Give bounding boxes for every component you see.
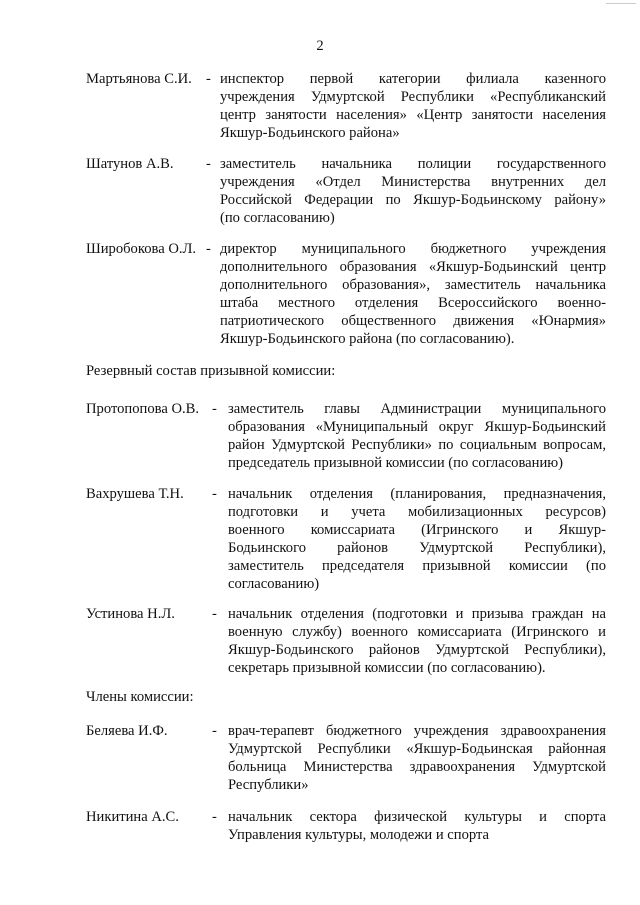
member-name: Протопопова О.В. [86, 401, 200, 417]
member-name: Никитина А.С. [86, 809, 179, 825]
member-dash: - [206, 71, 211, 87]
position-line: район Удмуртской Республики» по социальным вопросам, [228, 437, 606, 453]
member-dash: - [212, 606, 217, 622]
member-dash: - [212, 401, 217, 417]
position-line: Российской Федерации по Якшур-Бодьинскому району» [220, 192, 606, 208]
position-line: Якшур-Бодьинского районов Удмуртской Республики), [228, 642, 606, 658]
position-line: Якшур-Бодьинского района» [220, 125, 400, 141]
position-line: согласованию) [228, 576, 320, 592]
position-line: председатель призывной комиссии (по согласованию) [228, 455, 564, 471]
member-dash: - [206, 241, 211, 257]
member-name: Широбокова О.Л. [86, 241, 197, 257]
position-line: дополнительного образования», заместитель начальника [220, 277, 606, 293]
member-name: Вахрушева Т.Н. [86, 486, 184, 502]
member-position [228, 400, 606, 472]
member-position [220, 70, 606, 142]
scan-mark [606, 3, 636, 4]
position-line: военного комиссариата (Игринского и Якшур- [228, 522, 606, 538]
position-line: штаба местного отделения Всероссийского военно- [220, 295, 606, 311]
position-line: Удмуртской Республики «Якшур-Бодьинская районная [228, 741, 606, 757]
position-line: военную службу) военного комиссариата (Игринского и [228, 624, 606, 640]
position-line: заместитель главы Администрации муниципального [228, 401, 606, 417]
position-line: учреждения Удмуртской Республики «Республиканский [220, 89, 606, 105]
member-position [220, 240, 606, 348]
position-line: подготовки и учета мобилизационных ресурсов) [228, 504, 606, 520]
position-line: больница Министерства здравоохранения Удмуртской [228, 759, 606, 775]
member-dash: - [212, 809, 217, 825]
position-line: патриотического общественного движения «Юнармия» [220, 313, 606, 329]
position-line: начальник отделения (планирования, предназначения, [228, 486, 606, 502]
position-line: директор муниципального бюджетного учреждения [220, 241, 606, 257]
position-line: центр занятости населения» «Центр занятости населения [220, 107, 606, 123]
member-position [228, 485, 606, 593]
member-position [220, 155, 606, 227]
position-line: заместитель начальника полиции государственного [220, 156, 606, 172]
position-line: Бодьинского районов Удмуртской Республики), [228, 540, 606, 556]
member-name: Беляева И.Ф. [86, 723, 168, 739]
position-line: Якшур-Бодьинского района (по согласованию). [220, 331, 515, 347]
position-line: секретарь призывной комиссии (по согласованию). [228, 660, 546, 676]
position-line: начальник сектора физической культуры и спорта [228, 809, 606, 825]
position-line: дополнительного образования «Якшур-Бодьинский центр [220, 259, 606, 275]
position-line: (по согласованию) [220, 210, 335, 226]
position-line: Республики» [228, 777, 309, 793]
position-line: врач-терапевт бюджетного учреждения здравоохранения [228, 723, 606, 739]
member-dash: - [206, 156, 211, 172]
position-line: Управления культуры, молодежи и спорта [228, 827, 489, 843]
member-position [228, 605, 606, 677]
member-dash: - [212, 723, 217, 739]
position-line: заместитель председателя призывной комиссии (по [228, 558, 606, 574]
members-heading: Члены комиссии: [86, 689, 194, 705]
position-line: учреждения «Отдел Министерства внутренних дел [220, 174, 606, 190]
position-line: образования «Муниципальный округ Якшур-Бодьинский [228, 419, 606, 435]
member-name: Шатунов А.В. [86, 156, 174, 172]
member-name: Устинова Н.Л. [86, 606, 175, 622]
member-position [228, 808, 606, 844]
reserve-heading: Резервный состав призывной комиссии: [86, 363, 336, 379]
member-name: Мартьянова С.И. [86, 71, 192, 87]
member-dash: - [212, 486, 217, 502]
page-number: 2 [316, 38, 324, 54]
member-position [228, 722, 606, 794]
position-line: инспектор первой категории филиала казенного [220, 71, 606, 87]
position-line: начальник отделения (подготовки и призыва граждан на [228, 606, 606, 622]
